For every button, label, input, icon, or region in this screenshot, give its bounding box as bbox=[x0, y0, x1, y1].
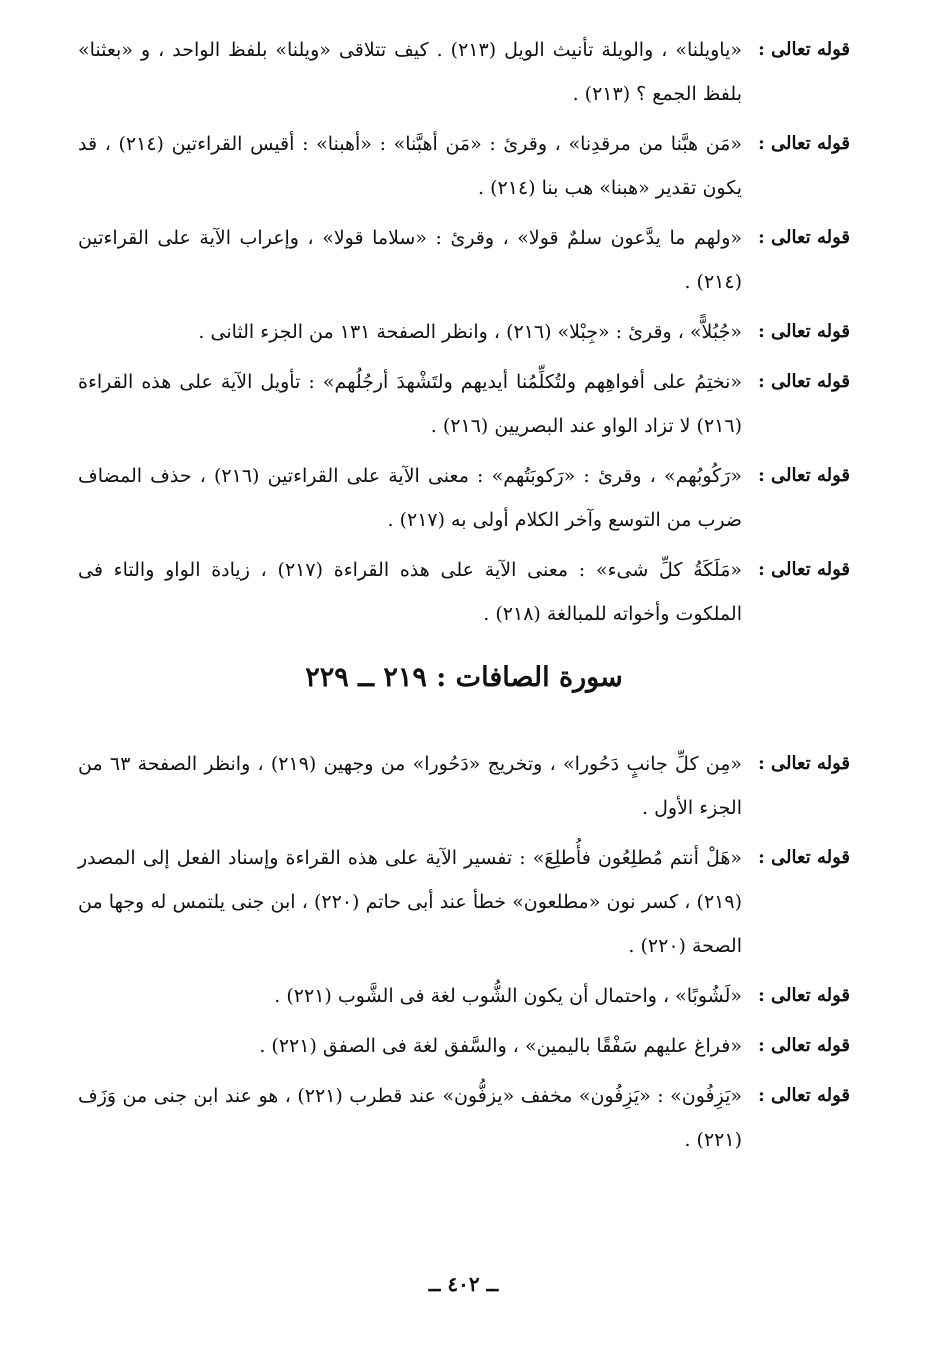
list-item bbox=[78, 454, 850, 542]
entry-text: «فراغ عليهم سَفْقًا باليمين» ، والسَّفق لغة فى الصفق (٢٢١) . bbox=[259, 1035, 742, 1057]
list-item bbox=[78, 360, 850, 448]
entry-label: قوله تعالى : bbox=[758, 227, 850, 248]
list-item bbox=[78, 548, 850, 636]
entry-text: «ولهم ما يدَّعون سلمٌ قولا» ، وقرئ : «سلاما قولا» ، وإعراب الآية على القراءتين (٢١٤) . bbox=[78, 227, 742, 293]
document-page bbox=[78, 28, 850, 1168]
entry-text: «رَكُوبُهم» ، وقرئ : «رَكوبَتُهم» : معنى الآية على القراءتين (٢١٦) ، حذف المضاف ضرب من التوسع وآخر الكلام أولى به (٢١٧) . bbox=[78, 465, 742, 531]
entry-text: «مَلَكَةُ كلِّ شىء» : معنى الآية على هذه القراءة (٢١٧) ، زيادة الواو والتاء فى الملكوت وأخواته للمبالغة (٢١٨) . bbox=[78, 559, 742, 625]
list-item bbox=[78, 836, 850, 968]
entry-text: «جُبُلاًّ» ، وقرئ : «جِبْلا» (٢١٦) ، وانظر الصفحة ١٣١ من الجزء الثانى . bbox=[198, 321, 742, 343]
entry-label: قوله تعالى : bbox=[758, 1085, 850, 1106]
entry-label: قوله تعالى : bbox=[758, 371, 850, 392]
entry-text: «هَلْ أنتم مُطلِعُون فأُطلِعَ» : تفسير الآية على هذه القراءة وإسناد الفعل إلى المصدر (٢١٩) ، كسر نون «مطلعون» خطأ عند أبى حاتم (٢٢٠) ، ابن جنى يلتمس له وجها من الصحة (٢٢٠) . bbox=[78, 847, 742, 957]
entry-text: «نختِمُ على أفواهِهم ولتُكلِّمُنا أيديهم ولتَشْهدَ أرجُلُهم» : تأويل الآية على هذه القراءة (٢١٦) لا تزاد الواو عند البصريين (٢١٦) . bbox=[78, 371, 742, 437]
list-item bbox=[78, 122, 850, 210]
entry-label: قوله تعالى : bbox=[758, 1035, 850, 1056]
list-item bbox=[78, 28, 850, 116]
list-item bbox=[78, 216, 850, 304]
list-item bbox=[78, 1024, 850, 1068]
list-item bbox=[78, 742, 850, 830]
entry-text: «يَزِفُون» : «يَزِفُون» مخفف «يزفُّون» عند قطرب (٢٢١) ، هو عند ابن جنى من وَزَف (٢٢١) . bbox=[78, 1085, 742, 1151]
entry-label: قوله تعالى : bbox=[758, 321, 850, 342]
entry-label: قوله تعالى : bbox=[758, 753, 850, 774]
entry-label: قوله تعالى : bbox=[758, 465, 850, 486]
entry-label: قوله تعالى : bbox=[758, 847, 850, 868]
list-item bbox=[78, 310, 850, 354]
entry-label: قوله تعالى : bbox=[758, 559, 850, 580]
entry-label: قوله تعالى : bbox=[758, 985, 850, 1006]
entry-text: «مِن كلِّ جانبٍ دَحُورا» ، وتخريج «دَحُورا» من وجهين (٢١٩) ، وانظر الصفحة ٦٣ من الجزء الأول . bbox=[78, 753, 743, 819]
entry-text: «مَن هبَّنا من مرقدِنا» ، وقرئ : «مَن أهبَّنا» : «أهبنا» : أقيس القراءتين (٢١٤) ، قد يكون تقدير «هبنا» هب بنا (٢١٤) . bbox=[78, 133, 742, 199]
list-item bbox=[78, 1074, 850, 1162]
entry-text: «ياويلنا» ، والويلة تأنيث الويل (٢١٣) . كيف تتلاقى «ويلنا» بلفظ الواحد ، و «بعثنا» بلفظ الجمع ؟ (٢١٣) . bbox=[78, 39, 742, 105]
page-number: ــ ٤٠٢ ــ bbox=[428, 1272, 499, 1296]
entry-text: «لَشُوبًا» ، واحتمال أن يكون الشُّوب لغة فى الشَّوب (٢٢١) . bbox=[274, 985, 742, 1007]
entry-label: قوله تعالى : bbox=[758, 133, 850, 154]
entry-label: قوله تعالى : bbox=[758, 39, 850, 60]
section-title: سورة الصافات : ٢١٩ ــ ٢٢٩ bbox=[305, 662, 623, 693]
list-item bbox=[78, 974, 850, 1018]
